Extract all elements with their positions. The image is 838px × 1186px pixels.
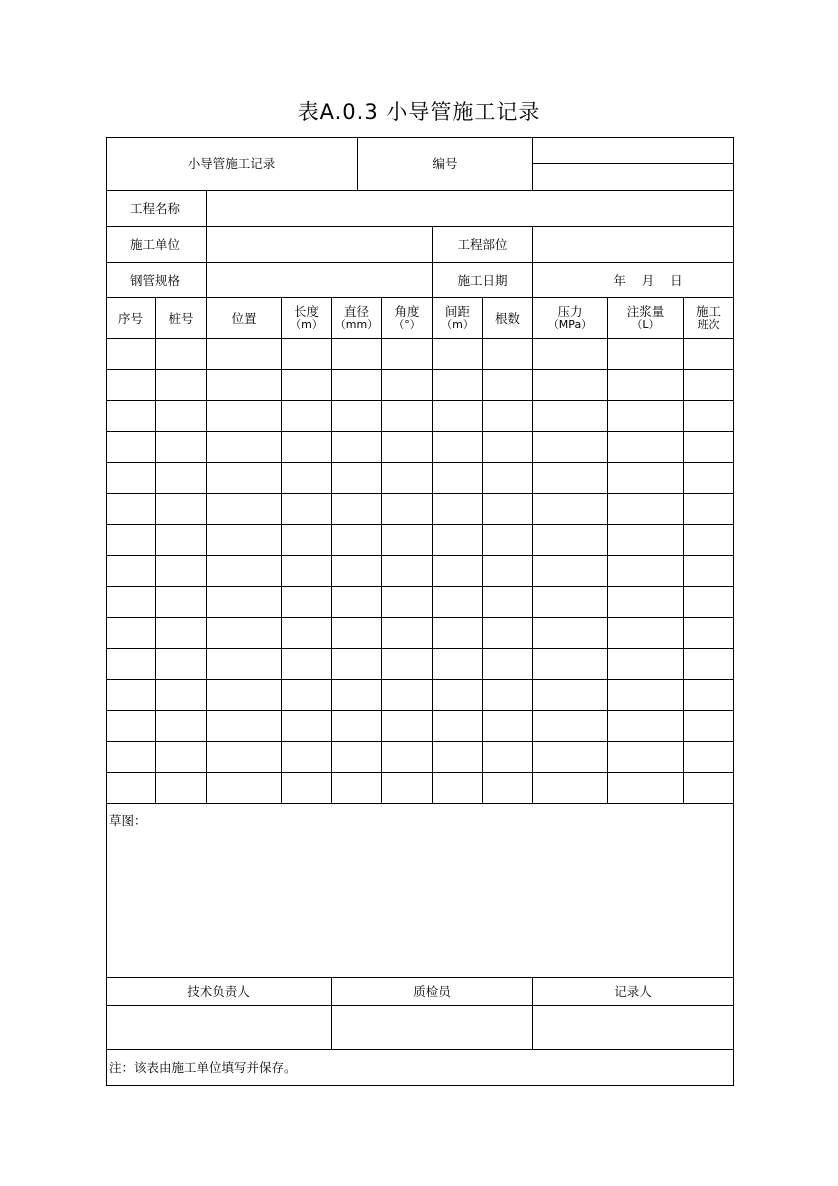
table-cell[interactable] [332, 587, 382, 618]
table-cell[interactable] [684, 463, 734, 494]
table-cell[interactable] [106, 494, 156, 525]
tech-lead-signature-field[interactable] [106, 1006, 332, 1050]
number-field-2[interactable] [533, 164, 734, 191]
table-cell[interactable] [483, 618, 533, 649]
table-cell[interactable] [282, 463, 332, 494]
table-cell[interactable] [332, 711, 382, 742]
table-cell[interactable] [282, 711, 332, 742]
table-cell[interactable] [207, 401, 282, 432]
column-unit: （°） [393, 318, 421, 331]
table-cell[interactable] [433, 618, 483, 649]
table-cell[interactable] [382, 432, 433, 463]
table-cell[interactable] [207, 680, 282, 711]
table-cell[interactable] [207, 618, 282, 649]
table-cell[interactable] [483, 649, 533, 680]
table-cell[interactable] [684, 742, 734, 773]
table-cell[interactable] [332, 618, 382, 649]
table-cell[interactable] [207, 556, 282, 587]
column-label: 桩号 [168, 310, 194, 326]
table-cell[interactable] [608, 525, 684, 556]
column-unit: （m） [290, 318, 323, 331]
table-cell[interactable] [684, 494, 734, 525]
table-cell[interactable] [533, 370, 608, 401]
table-cell[interactable] [207, 649, 282, 680]
table-cell[interactable] [282, 773, 332, 804]
table-cell[interactable] [106, 525, 156, 556]
sketch-area[interactable] [106, 804, 734, 978]
column-label: 施工 [695, 304, 721, 319]
column-header-shift [684, 298, 734, 339]
table-cell[interactable] [106, 556, 156, 587]
inspector-signature-field[interactable] [332, 1006, 533, 1050]
form-name-cell: 小导管施工记录 [106, 137, 358, 191]
column-header-seq [106, 298, 156, 339]
table-cell[interactable] [106, 742, 156, 773]
table-cell[interactable] [106, 773, 156, 804]
table-cell[interactable] [106, 711, 156, 742]
table-cell[interactable] [382, 649, 433, 680]
table-cell[interactable] [684, 339, 734, 370]
table-cell[interactable] [608, 494, 684, 525]
column-header-angle [382, 298, 433, 339]
table-cell[interactable] [332, 432, 382, 463]
table-cell[interactable] [382, 618, 433, 649]
table-cell[interactable] [533, 525, 608, 556]
column-header-spacing [433, 298, 483, 339]
table-cell[interactable] [282, 680, 332, 711]
table-cell[interactable] [608, 680, 684, 711]
table-cell[interactable] [533, 680, 608, 711]
column-unit: （m） [441, 318, 474, 331]
inspector-label: 质检员 [332, 978, 533, 1006]
table-cell[interactable] [282, 556, 332, 587]
table-cell[interactable] [533, 773, 608, 804]
table-cell[interactable] [332, 339, 382, 370]
table-cell[interactable] [207, 370, 282, 401]
table-cell[interactable] [106, 339, 156, 370]
table-cell[interactable] [207, 742, 282, 773]
table-cell[interactable] [282, 587, 332, 618]
table-cell[interactable] [433, 370, 483, 401]
table-cell[interactable] [332, 680, 382, 711]
table-cell[interactable] [156, 618, 207, 649]
table-cell[interactable] [106, 463, 156, 494]
column-header-pressure [533, 298, 608, 339]
table-cell[interactable] [533, 649, 608, 680]
table-cell[interactable] [684, 711, 734, 742]
table-cell[interactable] [156, 401, 207, 432]
column-header-grout-volume [608, 298, 684, 339]
table-cell[interactable] [533, 463, 608, 494]
table-cell[interactable] [156, 773, 207, 804]
table-cell[interactable] [106, 618, 156, 649]
project-name-label: 工程名称 [106, 191, 207, 227]
table-cell[interactable] [156, 649, 207, 680]
construction-unit-field[interactable] [207, 227, 433, 263]
pipe-spec-label: 钢管规格 [106, 263, 207, 298]
table-cell[interactable] [533, 711, 608, 742]
table-cell[interactable] [106, 649, 156, 680]
table-cell[interactable] [106, 587, 156, 618]
table-cell[interactable] [684, 401, 734, 432]
column-label: 长度 [293, 304, 319, 319]
table-cell[interactable] [282, 494, 332, 525]
column-label: 序号 [117, 310, 143, 326]
table-cell[interactable] [608, 463, 684, 494]
table-cell[interactable] [533, 339, 608, 370]
table-cell[interactable] [608, 370, 684, 401]
table-cell[interactable] [483, 556, 533, 587]
table-cell[interactable] [382, 773, 433, 804]
table-cell[interactable] [433, 432, 483, 463]
page-title: 表A.0.3 小导管施工记录 [297, 100, 541, 124]
pipe-spec-field[interactable] [207, 263, 433, 298]
table-cell[interactable] [156, 587, 207, 618]
table-cell[interactable] [106, 432, 156, 463]
column-label: 根数 [494, 310, 520, 326]
table-cell[interactable] [684, 525, 734, 556]
table-cell[interactable] [282, 370, 332, 401]
number-label: 编号 [358, 137, 533, 191]
table-cell[interactable] [382, 587, 433, 618]
table-cell[interactable] [483, 680, 533, 711]
project-name-field[interactable] [207, 191, 734, 227]
table-cell[interactable] [282, 742, 332, 773]
sketch-label: 草图： [109, 813, 147, 828]
table-cell[interactable] [533, 618, 608, 649]
table-cell[interactable] [332, 649, 382, 680]
table-cell[interactable] [433, 525, 483, 556]
table-cell[interactable] [382, 494, 433, 525]
column-label: 角度 [394, 304, 420, 319]
table-cell[interactable] [106, 370, 156, 401]
construction-date-field[interactable]: 年 月 日 [533, 263, 734, 298]
table-cell[interactable] [483, 711, 533, 742]
table-cell[interactable] [156, 711, 207, 742]
table-cell[interactable] [156, 432, 207, 463]
table-cell[interactable] [156, 556, 207, 587]
table-cell[interactable] [156, 742, 207, 773]
table-cell[interactable] [684, 649, 734, 680]
table-cell[interactable] [382, 463, 433, 494]
table-cell[interactable] [608, 432, 684, 463]
footnote: 注：该表由施工单位填写并保存。 [106, 1050, 734, 1086]
table-cell[interactable] [207, 494, 282, 525]
table-cell[interactable] [433, 742, 483, 773]
table-cell[interactable] [608, 556, 684, 587]
table-cell[interactable] [332, 556, 382, 587]
column-unit: （L） [631, 318, 660, 331]
table-cell[interactable] [156, 494, 207, 525]
table-cell[interactable] [684, 680, 734, 711]
column-header-count [483, 298, 533, 339]
table-cell[interactable] [433, 649, 483, 680]
table-cell[interactable] [106, 401, 156, 432]
table-cell[interactable] [207, 773, 282, 804]
table-cell[interactable] [483, 525, 533, 556]
project-part-field[interactable] [533, 227, 734, 263]
table-cell[interactable] [433, 711, 483, 742]
table-cell[interactable] [608, 742, 684, 773]
table-cell[interactable] [332, 463, 382, 494]
column-label: 压力 [557, 304, 583, 319]
table-cell[interactable] [332, 773, 382, 804]
column-label: 间距 [444, 304, 470, 319]
table-cell[interactable] [332, 742, 382, 773]
table-cell[interactable] [533, 556, 608, 587]
table-cell[interactable] [608, 649, 684, 680]
table-cell[interactable] [433, 339, 483, 370]
construction-date-label: 施工日期 [433, 263, 533, 298]
table-cell[interactable] [382, 525, 433, 556]
table-cell[interactable] [382, 370, 433, 401]
table-cell[interactable] [382, 742, 433, 773]
column-label: 注浆量 [626, 304, 665, 319]
table-cell[interactable] [608, 339, 684, 370]
table-cell[interactable] [483, 401, 533, 432]
table-cell[interactable] [533, 587, 608, 618]
table-cell[interactable] [433, 773, 483, 804]
table-cell[interactable] [533, 494, 608, 525]
table-cell[interactable] [483, 773, 533, 804]
table-cell[interactable] [483, 494, 533, 525]
table-cell[interactable] [483, 370, 533, 401]
table-cell[interactable] [433, 587, 483, 618]
table-cell[interactable] [207, 432, 282, 463]
table-cell[interactable] [282, 649, 332, 680]
table-cell[interactable] [433, 463, 483, 494]
table-cell[interactable] [684, 432, 734, 463]
column-header-position [207, 298, 282, 339]
table-cell[interactable] [433, 401, 483, 432]
table-cell[interactable] [156, 339, 207, 370]
table-cell[interactable] [433, 556, 483, 587]
table-cell[interactable] [282, 401, 332, 432]
table-cell[interactable] [382, 711, 433, 742]
table-cell[interactable] [332, 401, 382, 432]
table-cell[interactable] [608, 773, 684, 804]
table-cell[interactable] [483, 742, 533, 773]
column-label: 位置 [231, 310, 257, 326]
table-cell[interactable] [332, 525, 382, 556]
table-cell[interactable] [433, 494, 483, 525]
table-cell[interactable] [382, 680, 433, 711]
table-cell[interactable] [207, 525, 282, 556]
table-cell[interactable] [282, 618, 332, 649]
table-cell[interactable] [483, 463, 533, 494]
table-cell[interactable] [207, 339, 282, 370]
table-cell[interactable] [433, 680, 483, 711]
table-cell[interactable] [156, 680, 207, 711]
project-part-label: 工程部位 [433, 227, 533, 263]
table-cell[interactable] [684, 370, 734, 401]
tech-lead-label: 技术负责人 [106, 978, 332, 1006]
table-cell[interactable] [608, 711, 684, 742]
table-cell[interactable] [533, 742, 608, 773]
table-cell[interactable] [207, 711, 282, 742]
table-cell[interactable] [684, 587, 734, 618]
table-cell[interactable] [608, 401, 684, 432]
table-cell[interactable] [533, 432, 608, 463]
table-cell[interactable] [106, 680, 156, 711]
table-cell[interactable] [382, 556, 433, 587]
table-cell[interactable] [382, 339, 433, 370]
table-cell[interactable] [684, 773, 734, 804]
table-cell[interactable] [382, 401, 433, 432]
column-unit: 班次 [697, 318, 720, 331]
table-cell[interactable] [684, 556, 734, 587]
table-cell[interactable] [156, 463, 207, 494]
column-label: 直径 [343, 304, 369, 319]
column-header-station [156, 298, 207, 339]
recorder-signature-field[interactable] [533, 1006, 734, 1050]
table-cell[interactable] [483, 339, 533, 370]
table-cell[interactable] [207, 587, 282, 618]
table-cell[interactable] [483, 587, 533, 618]
column-header-diameter [332, 298, 382, 339]
table-cell[interactable] [608, 587, 684, 618]
table-cell[interactable] [282, 525, 332, 556]
number-field-1[interactable] [533, 137, 734, 164]
table-cell[interactable] [156, 525, 207, 556]
table-cell[interactable] [684, 618, 734, 649]
table-cell[interactable] [332, 494, 382, 525]
column-unit: （MPa） [547, 318, 593, 331]
table-cell[interactable] [156, 370, 207, 401]
column-unit: （mm） [334, 318, 379, 331]
table-cell[interactable] [332, 370, 382, 401]
column-header-length [282, 298, 332, 339]
table-cell[interactable] [207, 463, 282, 494]
table-cell[interactable] [282, 432, 332, 463]
table-cell[interactable] [483, 432, 533, 463]
construction-unit-label: 施工单位 [106, 227, 207, 263]
table-cell[interactable] [533, 401, 608, 432]
recorder-label: 记录人 [533, 978, 734, 1006]
table-cell[interactable] [282, 339, 332, 370]
table-cell[interactable] [608, 618, 684, 649]
